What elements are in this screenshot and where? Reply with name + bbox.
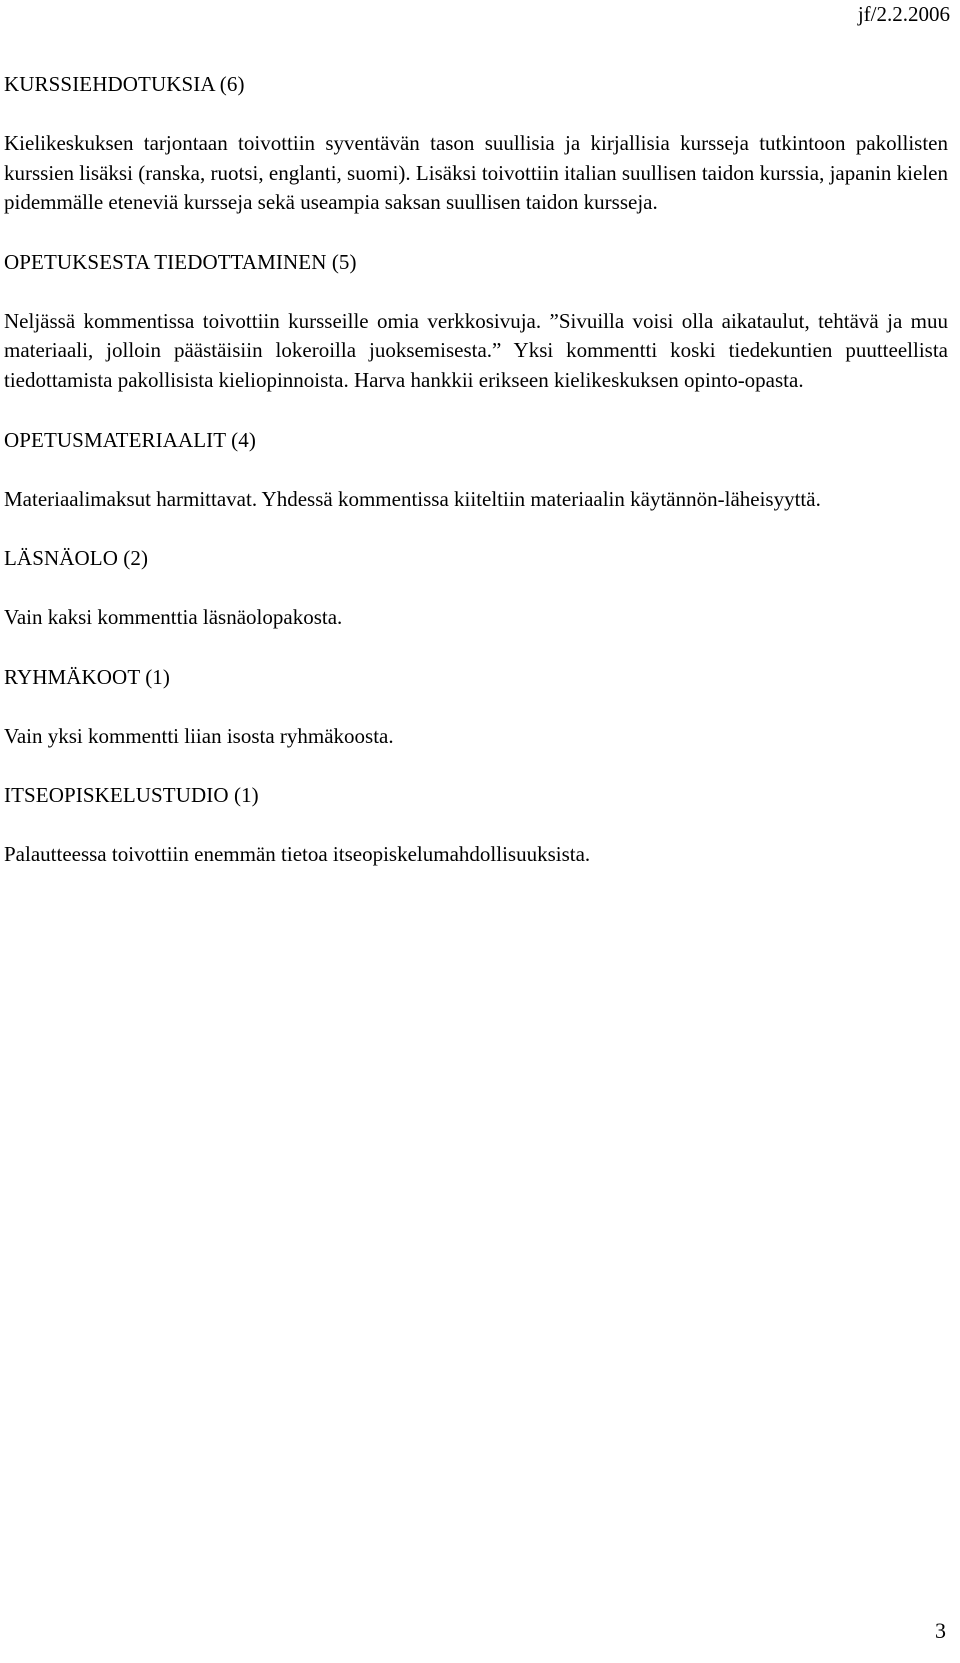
section-paragraph: Kielikeskuksen tarjontaan toivottiin syventävän tason suullisia ja kirjallisia kursseja tutkintoon pakollisten kurssien lisäksi (ranska, ruotsi, englanti, suomi). Lisäksi toivottiin italian suullisen taidon kurssia, japanin kielen pidemmälle eteneviä kursseja sekä useampia saksan suullisen taidon kursseja. — [4, 131, 948, 215]
section-opetusmateriaalit — [4, 426, 948, 515]
section-paragraph: Vain kaksi kommenttia läsnäolopakosta. — [4, 605, 343, 630]
section-ryhmakoot — [4, 663, 948, 752]
section-heading: LÄSNÄOLO (2) — [4, 546, 149, 571]
section-paragraph: Vain yksi kommentti liian isosta ryhmäkoosta. — [4, 723, 394, 748]
section-heading: RYHMÄKOOT (1) — [4, 664, 170, 689]
section-heading: KURSSIEHDOTUKSIA (6) — [4, 72, 245, 96]
section-heading: OPETUKSESTA TIEDOTTAMINEN (5) — [4, 249, 357, 274]
section-opetuksesta-tiedottaminen — [4, 248, 948, 396]
section-heading: OPETUSMATERIAALIT (4) — [4, 427, 256, 452]
section-paragraph: Neljässä kommentissa toivottiin kursseille omia verkkosivuja. ”Sivuilla voisi olla aikataulut, tehtävä ja muu materiaali, jolloin päästäisiin lokeroilla juoksemisesta.” Yksi kommentti koski tiedekuntien puutteellista tiedottamista pakollisista kieliopinnoista. Harva hankkii erikseen kielikeskuksen opinto-opasta. — [4, 308, 948, 392]
section-lasnaolo — [4, 544, 948, 633]
document-body — [4, 70, 948, 900]
page-number: 3 — [935, 1618, 946, 1643]
document-reference: jf/2.2.2006 — [857, 2, 950, 26]
section-paragraph: Palautteessa toivottiin enemmän tietoa itseopiskelumahdollisuuksista. — [4, 842, 591, 867]
section-itseopiskelustudio — [4, 781, 948, 870]
section-heading: ITSEOPISKELUSTUDIO (1) — [4, 783, 259, 808]
section-paragraph: Materiaalimaksut harmittavat. Yhdessä kommentissa kiiteltiin materiaalin käytännön-läheisyyttä. — [4, 486, 821, 511]
section-kurssiehdotuksia — [4, 70, 948, 218]
